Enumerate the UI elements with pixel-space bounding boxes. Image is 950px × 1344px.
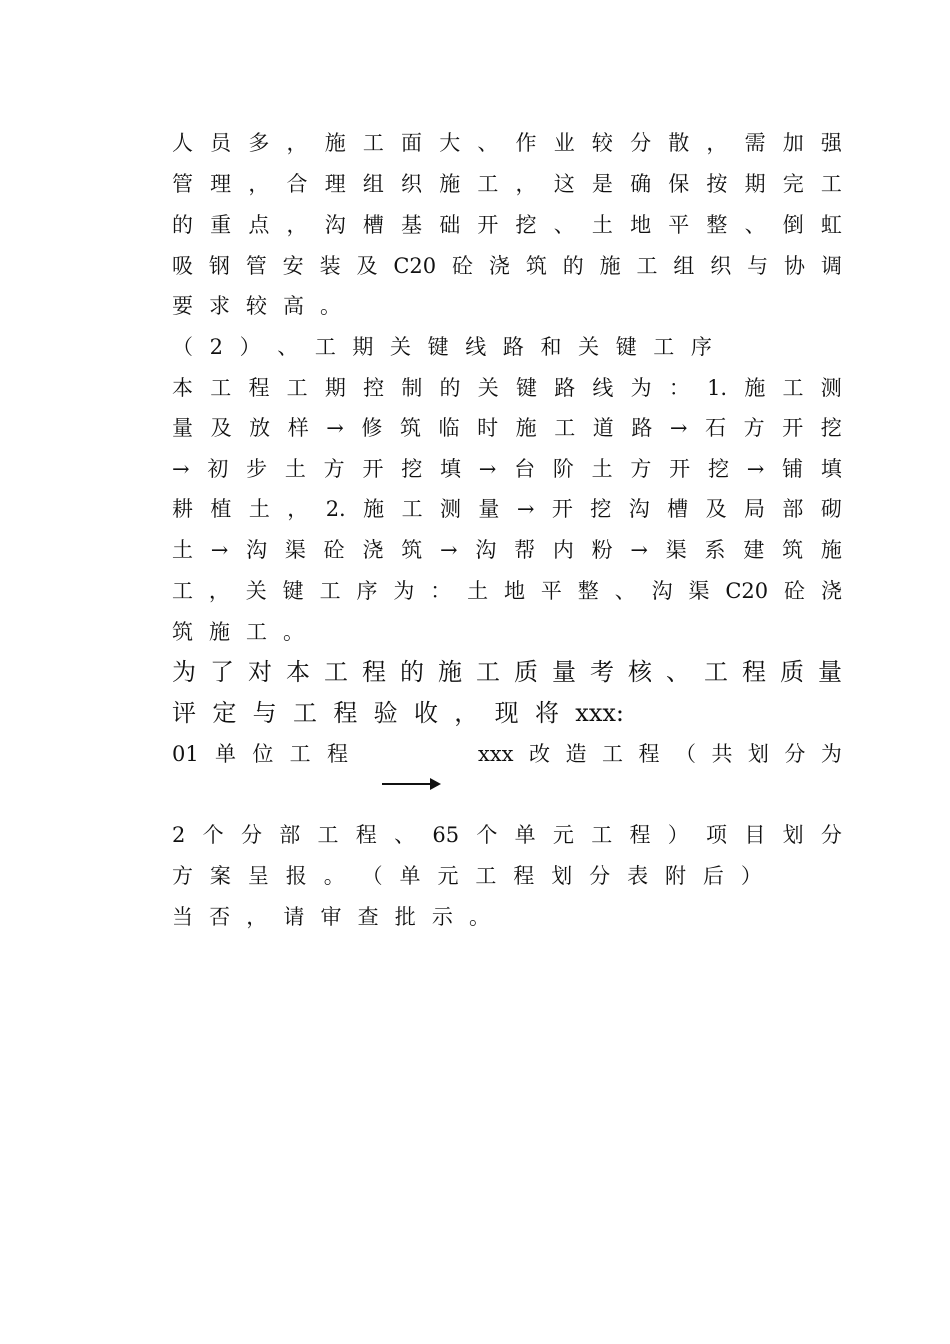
text-line: 的 重 点 ， 沟 槽 基 础 开 挖 、 土 地 平 整 、 倒 虹 [172,213,842,237]
text-line: → 初 步 土 方 开 挖 填 → 台 阶 土 方 开 挖 → 铺 填 [172,457,842,481]
text-line: 评 定 与 工 程 验 收 ， 现 将 xxx: [172,699,624,727]
project-name: xxx 改 造 工 程 （ 共 划 分 为 [478,742,842,766]
text-line: 当 否 ， 请 审 查 批 示 。 [172,905,490,929]
text-line: 筑 施 工 。 [172,620,304,644]
text-line: 为 了 对 本 工 程 的 施 工 质 量 考 核 、 工 程 质 量 [172,658,842,686]
text-line: 本 工 程 工 期 控 制 的 关 键 路 线 为 ： 1. 施 工 测 [172,376,842,400]
text-line: 土 → 沟 渠 砼 浇 筑 → 沟 帮 内 粉 → 渠 系 建 筑 施 [172,538,842,562]
text-line: 管 理 ， 合 理 组 织 施 工 ， 这 是 确 保 按 期 完 工 [172,172,842,196]
text-line: 工 ， 关 键 工 序 为 ： 土 地 平 整 、 沟 渠 C20 砼 浇 [172,579,842,603]
text-line: 人 员 多 ， 施 工 面 大 、 作 业 较 分 散 ， 需 加 强 [172,131,842,155]
section-heading: （ 2 ） 、 工 期 关 键 线 路 和 关 键 工 序 [172,335,712,359]
text-line: 要 求 较 高 。 [172,294,341,318]
text-line: 吸 钢 管 安 装 及 C20 砼 浇 筑 的 施 工 组 织 与 协 调 [172,254,842,278]
text-line: 方 案 呈 报 。 （ 单 元 工 程 划 分 表 附 后 ） [172,864,762,888]
unit-label: 01 单 位 工 程 [172,742,348,766]
text-line: 2 个 分 部 工 程 、 65 个 单 元 工 程 ） 项 目 划 分 [172,823,842,847]
right-arrow-icon [382,778,442,790]
text-line: 量 及 放 样 → 修 筑 临 时 施 工 道 路 → 石 方 开 挖 [172,416,842,440]
text-line: 耕 植 土 ， 2. 施 工 测 量 → 开 挖 沟 槽 及 局 部 砌 [172,497,842,521]
